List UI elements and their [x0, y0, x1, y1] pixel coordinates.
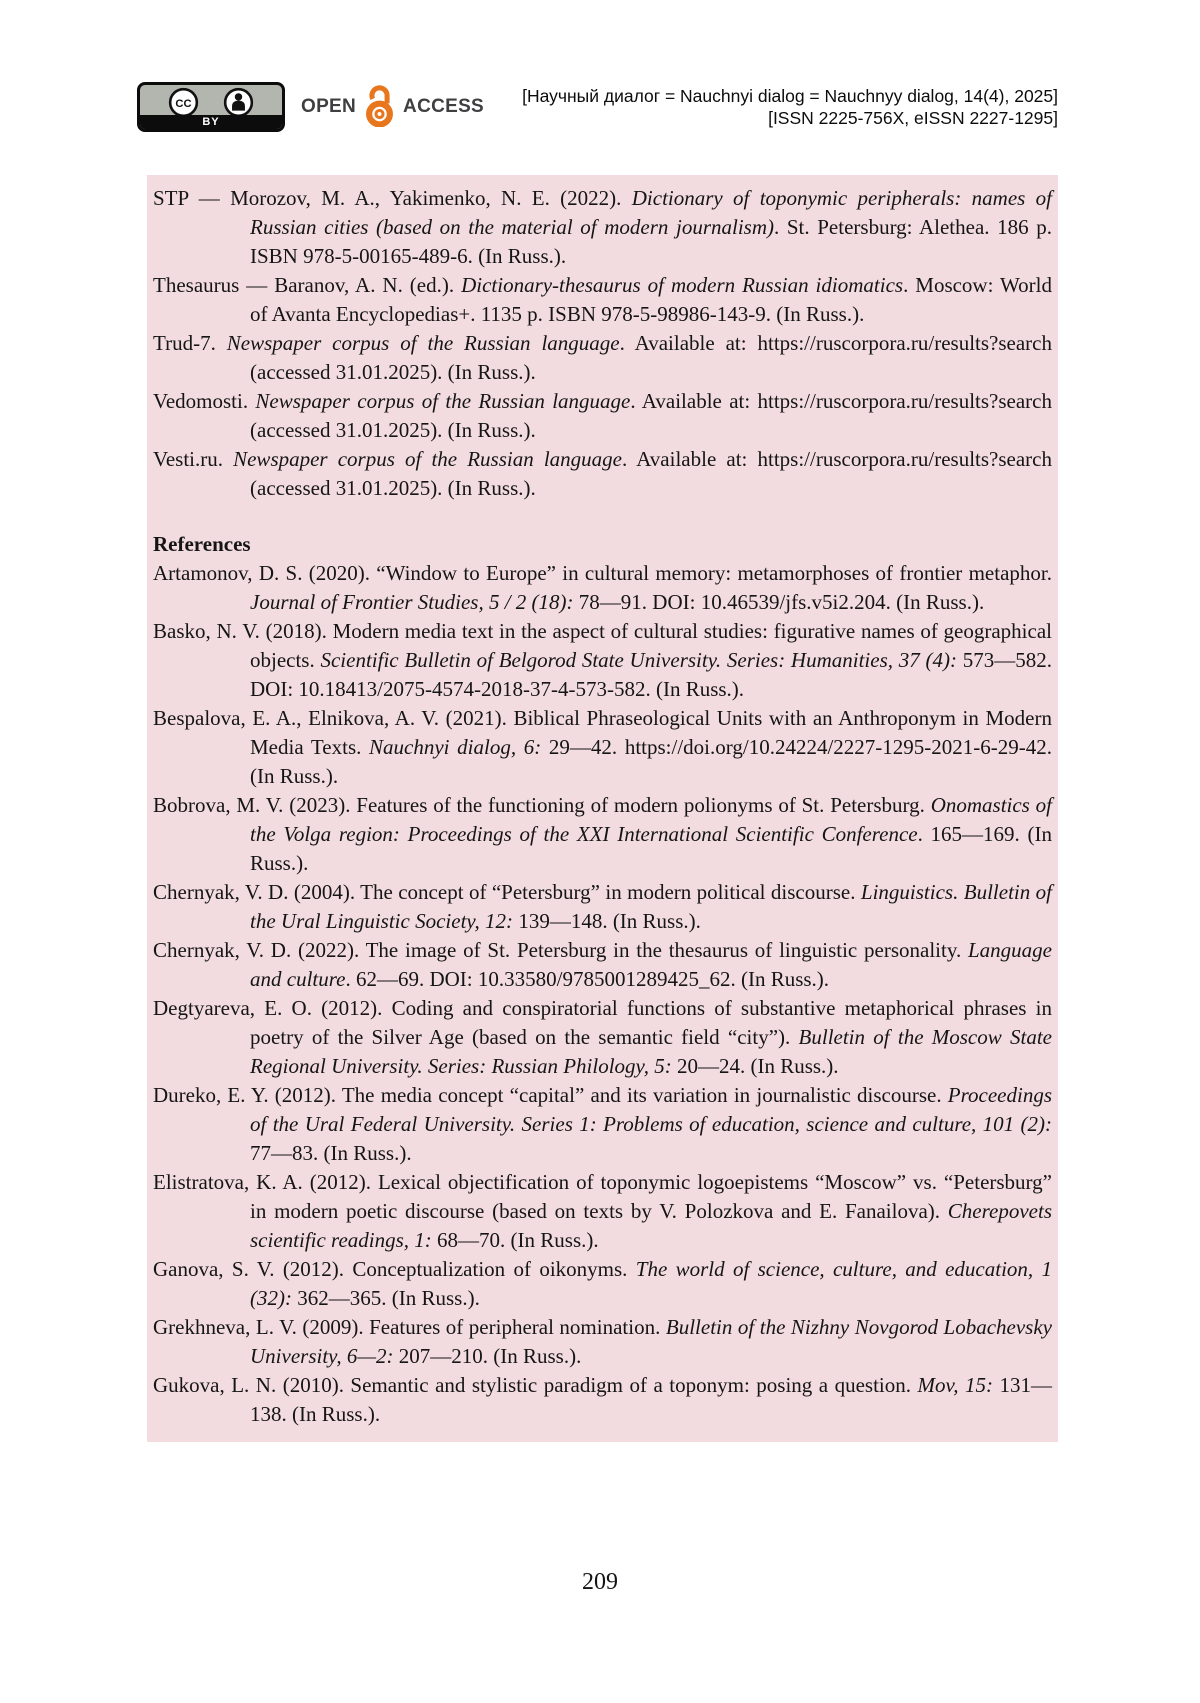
reference-entry: Grekhneva, L. V. (2009). Features of peripheral nomination. Bulletin of the Nizhny Novgorod Lobachevsky University, 6—2: 207—210. (In Russ.).: [153, 1315, 1052, 1368]
bibliography-entry: Trud-7. Newspaper corpus of the Russian language. Available at: https://ruscorpora.ru/results?search (accessed 31.01.2025). (In Russ.).: [153, 331, 1053, 384]
open-access-logo: [301, 82, 484, 132]
reference-entry: Dureko, E. Y. (2012). The media concept “capital” and its variation in journalistic discourse. Proceedings of the Ural Federal University. Series 1: Problems of education, science and culture, 101 (2): 77—83. (In Russ.).: [153, 1083, 1052, 1165]
open-access-access-label: ACCESS: [403, 96, 485, 117]
reference-entry: Artamonov, D. S. (2020). “Window to Europe” in cultural memory: metamorphoses of frontier metaphor. Journal of Frontier Studies, 5 / 2 (18): 78—91. DOI: 10.46539/jfs.v5i2.204. (In Russ.).: [153, 561, 1052, 614]
reference-entry: Chernyak, V. D. (2022). The image of St. Petersburg in the thesaurus of linguistic personality. Language and culture. 62—69. DOI: 10.33580/9785001289425_62. (In Russ.).: [153, 938, 1052, 991]
cc-by-license-badge: [137, 82, 285, 132]
bibliography-entry: STP — Morozov, M. A., Yakimenko, N. E. (2022). Dictionary of toponymic peripherals: names of Russian cities (based on the material of modern journalism). St. Petersburg: Alethea. 186 p. ISBN 978-5-00165-489-6. (In Russ.).: [153, 186, 1052, 268]
journal-issn-line: [ISSN 2225-756X, eISSN 2227-1295]: [768, 108, 1058, 128]
references-heading: References: [153, 532, 251, 556]
page-header: [137, 82, 1058, 132]
bibliography-entry: Vedomosti. Newspaper corpus of the Russian language. Available at: https://ruscorpora.ru/results?search (accessed 31.01.2025). (In Russ.).: [153, 389, 1052, 442]
page-number: 209: [582, 1569, 618, 1595]
reference-entry: Degtyareva, E. O. (2012). Coding and conspiratorial functions of substantive metaphorical phrases in poetry of the Silver Age (based on the semantic field “city”). Bulletin of the Moscow State Regional University. Series: Russian Philology, 5: 20—24. (In Russ.).: [153, 996, 1052, 1078]
reference-entry: Bespalova, E. A., Elnikova, A. V. (2021). Biblical Phraseological Units with an Anthroponym in Modern Media Texts. Nauchnyi dialog, 6: 29—42. https://doi.org/10.24224/2227-1295-2021-6-29-42. (In Russ.).: [153, 706, 1052, 788]
reference-entry: Gukova, L. N. (2010). Semantic and stylistic paradigm of a toponym: posing a question. Mov, 15: 131—138. (In Russ.).: [153, 1373, 1053, 1426]
reference-entry: Ganova, S. V. (2012). Conceptualization of oikonyms. The world of science, culture, and education, 1 (32): 362—365. (In Russ.).: [153, 1257, 1053, 1310]
references-block: [147, 175, 1058, 1442]
references-list: [153, 559, 1052, 1429]
open-access-open-label: OPEN: [301, 96, 357, 117]
reference-entry: Basko, N. V. (2018). Modern media text in the aspect of cultural studies: figurative names of geographical objects. Scientific Bulletin of Belgorod State University. Series: Humanities, 37 (4): 573—582. DOI: 10.18413/2075-4574-2018-37-4-573-582. (In Russ.).: [153, 619, 1052, 701]
open-lock-icon: [361, 82, 398, 132]
reference-entry: Bobrova, M. V. (2023). Features of the functioning of modern polionyms of St. Petersburg. Onomastics of the Volga region: Proceedings of the XXI International Scientific Conference. 165—169. (In Russ.).: [153, 793, 1052, 875]
bibliography-entry: Vesti.ru. Newspaper corpus of the Russian language. Available at: https://ruscorpora.ru/results?search (accessed 31.01.2025). (In Russ.).: [153, 447, 1052, 500]
cc-by-label: BY: [140, 115, 282, 129]
reference-entry: Chernyak, V. D. (2004). The concept of “Petersburg” in modern political discourse. Linguistics. Bulletin of the Ural Linguistic Society, 12: 139—148. (In Russ.).: [153, 880, 1052, 933]
bibliography-list: [153, 184, 1052, 503]
svg-text:CC: CC: [175, 97, 192, 110]
reference-entry: Elistratova, K. A. (2012). Lexical objectification of toponymic logoepistems “Moscow” vs. “Petersburg” in modern poetic discourse (based on texts by V. Polozkova and E. Fanailova). Cherepovets scientific readings, 1: 68—70. (In Russ.).: [153, 1170, 1052, 1252]
bibliography-entry: Thesaurus — Baranov, A. N. (ed.). Dictionary-thesaurus of modern Russian idiomatics. Moscow: World of Avanta Encyclopedias+. 1135 p. ISBN 978-5-98986-143-9. (In Russ.).: [153, 273, 1052, 326]
journal-title-line: [Научный диалог = Nauchnyi dialog = Nauchnyy dialog, 14(4), 2025]: [522, 86, 1058, 106]
journal-info: [522, 85, 1058, 129]
